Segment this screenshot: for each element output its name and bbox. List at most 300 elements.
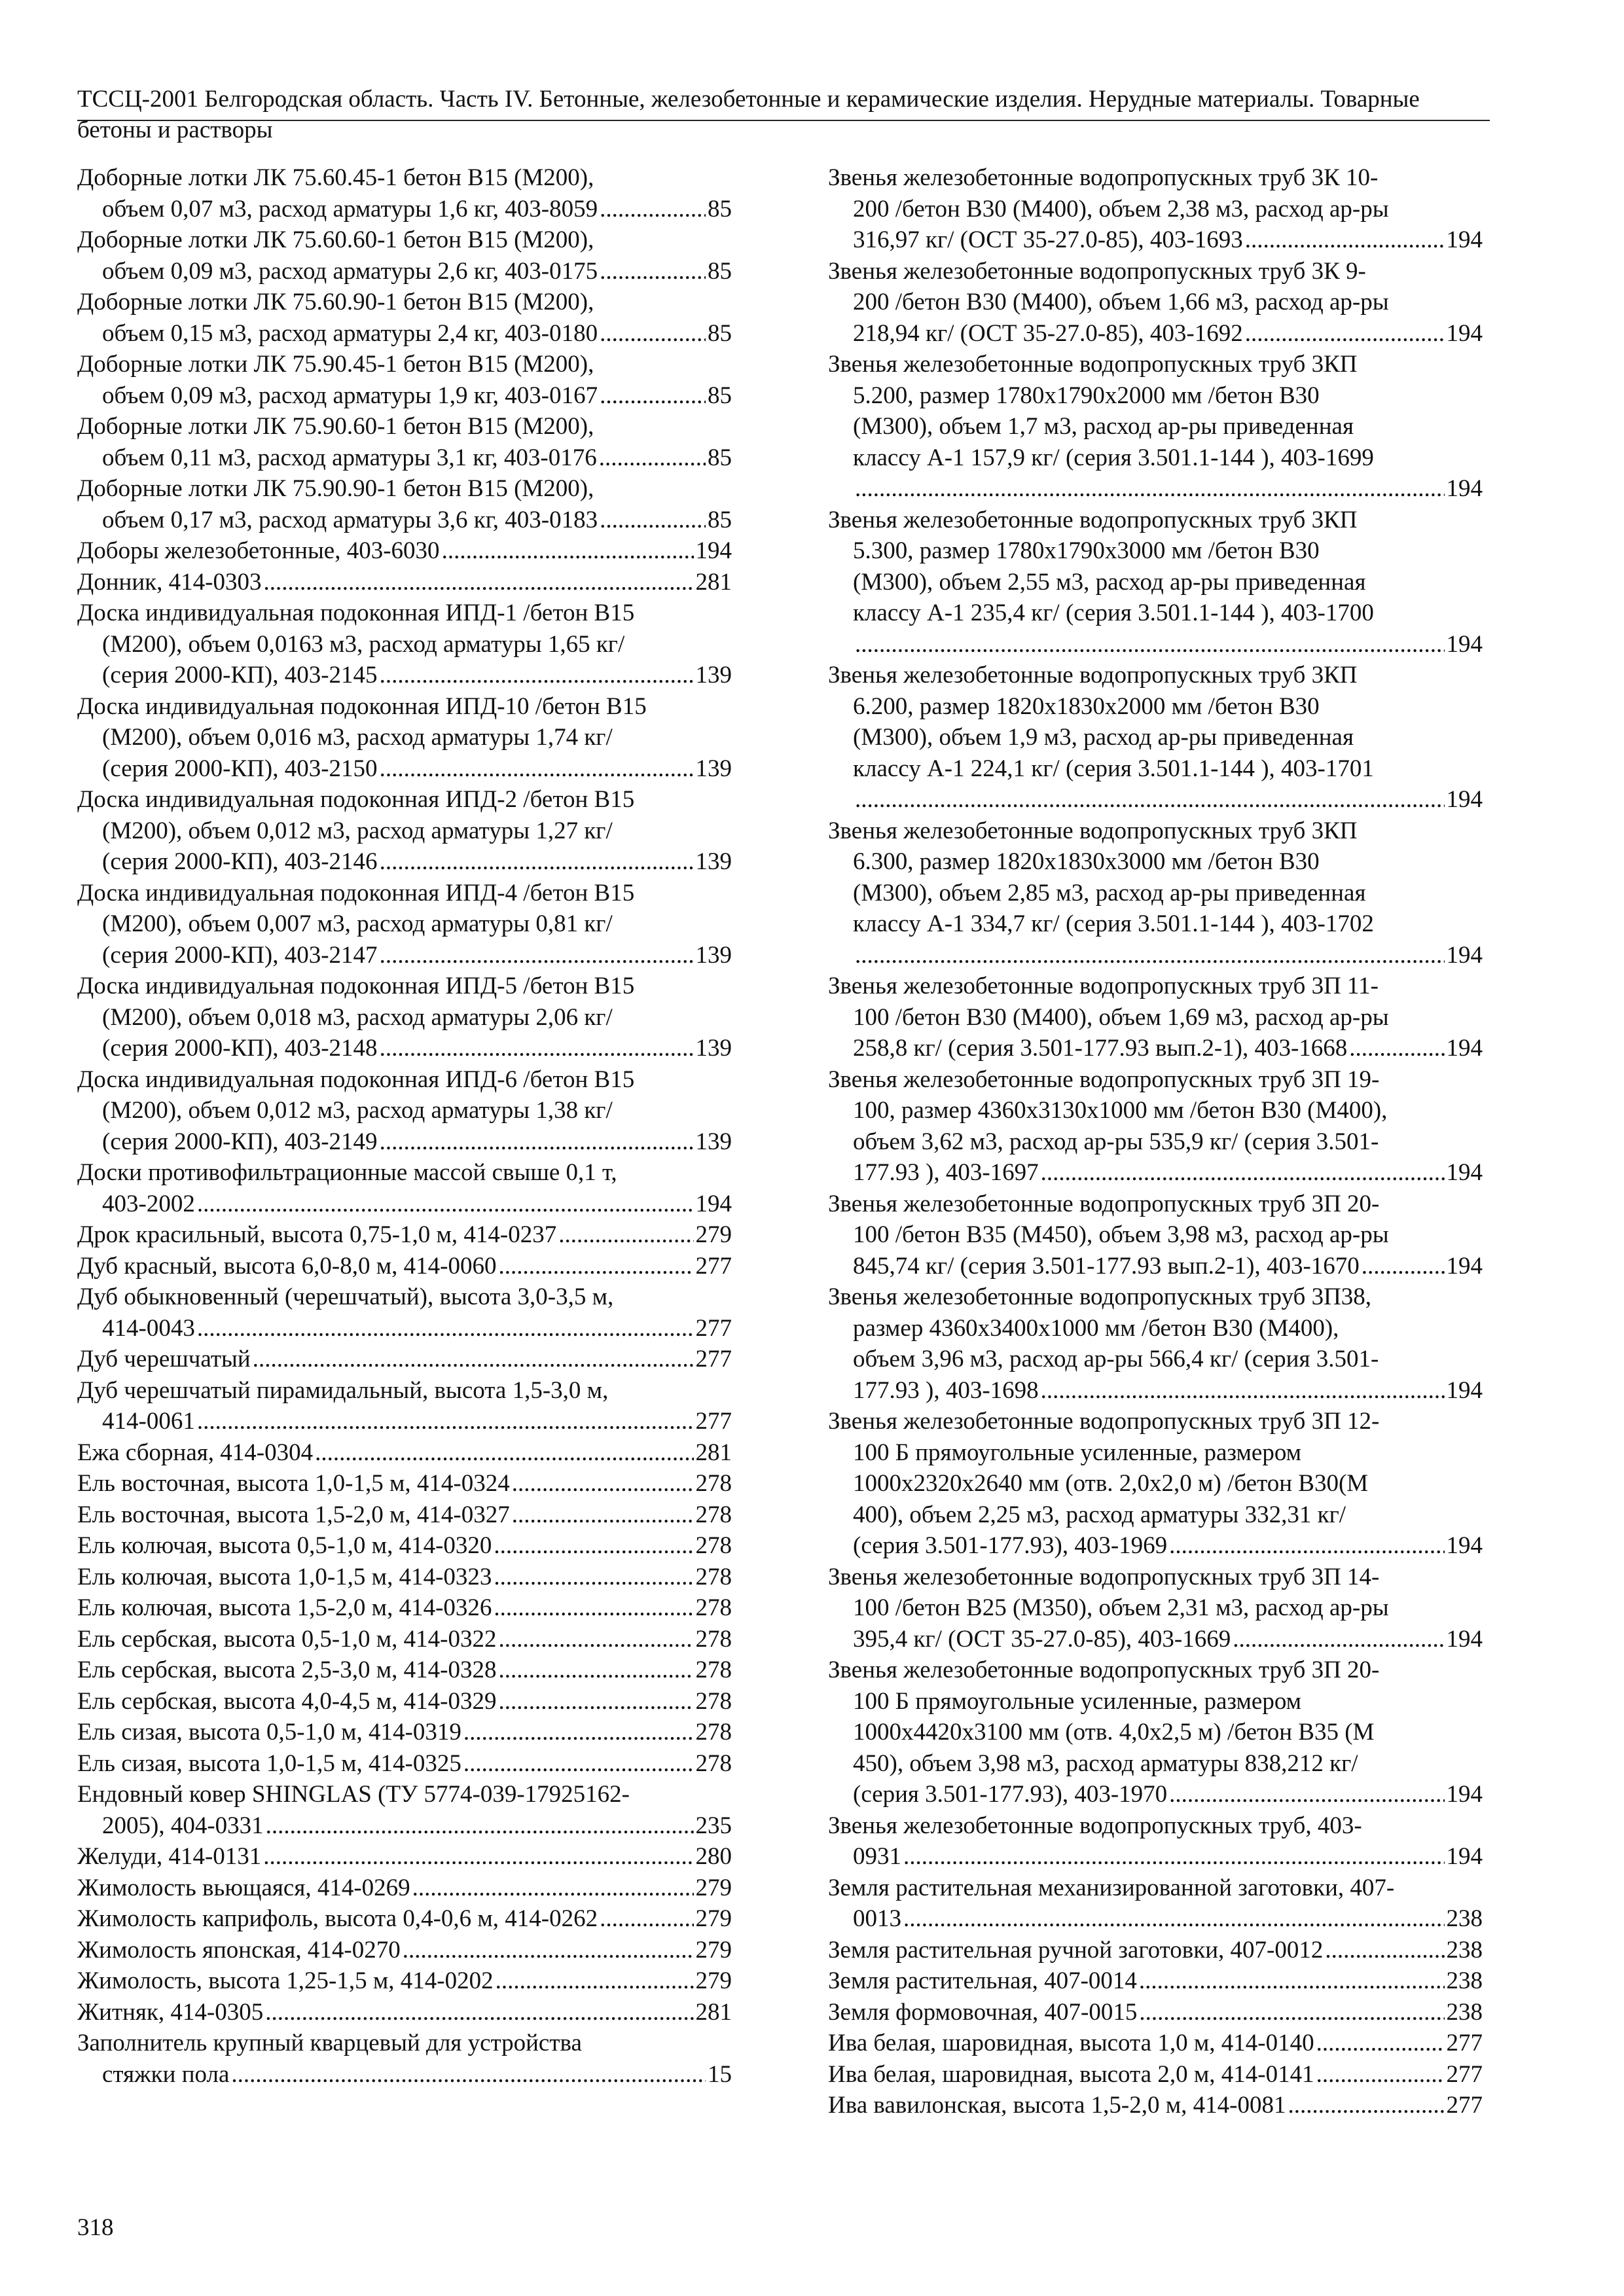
entry-page-number: 278 [695,1719,732,1746]
entry-text: (серия 3.501-177.93), 403-1969 [853,1532,1168,1559]
dot-leader [463,1717,694,1748]
index-entry [77,1655,732,1686]
dot-leader [1245,224,1445,256]
index-entry [828,1562,1483,1655]
index-column-right [828,162,1483,2121]
index-entry [77,1717,732,1748]
entry-page-number: 278 [695,1532,732,1559]
index-entry [828,505,1483,660]
index-entry [77,1903,732,1935]
entry-text: классу А-1 224,1 кг/ (серия 3.501.1-144 ), 403-1701 [853,755,1374,782]
index-entry [77,1530,732,1562]
dot-leader [1169,1530,1444,1562]
entry-page-number: 194 [1446,226,1483,253]
index-entry [828,1873,1483,1935]
index-entry [77,1748,732,1780]
entry-text: (М200), объем 0,016 м3, расход арматуры 1,74 кг/ [102,724,613,751]
entry-text: 845,74 кг/ (серия 3.501-177.93 вып.2-1), 403-1670 [853,1252,1360,1280]
entry-text: (серия 2000-КП), 403-2146 [102,848,378,875]
entry-text: Ель сербская, высота 4,0-4,5 м, 414-0329 [77,1687,497,1715]
index-entry [77,1841,732,1873]
index-entry [828,1189,1483,1282]
page-number: 318 [77,2214,114,2241]
entry-page-number: 278 [695,1625,732,1653]
dot-leader [380,1033,694,1064]
index-entry [77,1219,732,1251]
entry-text: объем 0,17 м3, расход арматуры 3,6 кг, 403-0183 [102,506,598,533]
entry-text: классу А-1 334,7 кг/ (серия 3.501.1-144 ), 403-1702 [853,910,1374,937]
page-header-title: ТССЦ-2001 Белгородская область. Часть IV. Бетонные, железобетонные и керамические изделия. Нерудные материалы. Товарные бетоны и растворы [77,86,1420,143]
dot-leader [197,1313,694,1344]
entry-page-number: 278 [695,1687,732,1715]
entry-text: Ель сизая, высота 0,5-1,0 м, 414-0319 [77,1719,461,1746]
entry-text: (М200), объем 0,012 м3, расход арматуры 1,27 кг/ [102,817,613,844]
entry-text: (М300), объем 1,7 м3, расход ар-ры приведенная [853,413,1354,440]
entry-page-number: 281 [695,1439,732,1466]
entry-text: Доска индивидуальная подоконная ИПД-6 /бетон В15 [77,1066,635,1093]
index-entry [828,349,1483,505]
entry-page-number: 194 [1446,1781,1483,1808]
entry-text: 2005), 404-0331 [102,1812,264,1839]
entry-text: объем 3,96 м3, расход ар-ры 566,4 кг/ (серия 3.501- [853,1346,1379,1372]
index-entry [828,1282,1483,1406]
dot-leader [380,1126,694,1158]
entry-text: Ива белая, шаровидная, высота 1,0 м, 414-0140 [828,2030,1314,2056]
entry-text: Звенья железобетонные водопропускных труб 3КП [828,662,1358,689]
entry-text: Звенья железобетонные водопропускных труб 3П 20- [828,1657,1380,1683]
entry-text: объем 0,09 м3, расход арматуры 2,6 кг, 403-0175 [102,257,598,285]
index-entry [77,1468,732,1499]
index-entry [77,691,732,785]
entry-page-number: 85 [708,319,732,347]
dot-leader [599,442,706,474]
entry-page-number: 278 [695,1594,732,1621]
entry-text: (М200), объем 0,018 м3, расход арматуры 2,06 кг/ [102,1003,613,1031]
entry-page-number: 194 [695,537,732,564]
entry-text: Земля растительная, 407-0014 [828,1967,1137,1994]
dot-leader [600,380,706,412]
entry-page-number: 280 [695,1843,732,1870]
entry-text: 1000х2320х2640 мм (отв. 2,0х2,0 м) /бетон В30(М [853,1470,1369,1497]
entry-text: 5.300, размер 1780х1790х3000 мм /бетон В30 [853,537,1320,564]
entry-text: Доска индивидуальная подоконная ИПД-1 /бетон В15 [77,600,635,626]
entry-text: Звенья железобетонные водопропускных труб 3П38, [828,1283,1372,1310]
dot-leader [412,1873,694,1904]
dot-leader [380,753,694,785]
index-entry [828,971,1483,1064]
dot-leader [197,1406,694,1437]
entry-text: 395,4 кг/ (ОСТ 35-27.0-85), 403-1669 [853,1625,1231,1653]
entry-page-number: 194 [1446,1159,1483,1186]
entry-text: (М300), объем 2,85 м3, расход ар-ры приведенная [853,879,1366,906]
entry-page-number: 139 [695,941,732,969]
index-entry [828,660,1483,816]
entry-text: (серия 3.501-177.93), 403-1970 [853,1781,1168,1808]
entry-text: Донник, 414-0303 [77,568,262,596]
index-entry [77,598,732,691]
index-entry [77,878,732,971]
entry-page-number: 279 [695,1967,732,1994]
entry-page-number: 194 [1446,1376,1483,1404]
dot-leader [263,567,693,598]
dot-leader [1233,1624,1444,1655]
entry-text: классу А-1 235,4 кг/ (серия 3.501.1-144 ), 403-1700 [853,600,1374,626]
entry-page-number: 85 [708,444,732,471]
entry-text: 316,97 кг/ (ОСТ 35-27.0-85), 403-1693 [853,226,1243,253]
entry-text: (серия 2000-КП), 403-2147 [102,941,378,969]
header-divider [77,120,1490,121]
dot-leader [403,1935,694,1966]
dot-leader [265,1997,693,2028]
index-entry [77,473,732,535]
entry-text: Звенья железобетонные водопропускных труб 3К 9- [828,257,1366,285]
index-entry [828,2090,1483,2121]
entry-page-number: 277 [1446,2060,1483,2088]
entry-text: 414-0043 [102,1314,195,1342]
entry-page-number: 194 [1446,1843,1483,1870]
index-entry [77,1375,732,1437]
entry-text: Звенья железобетонные водопропускных труб 3П 11- [828,973,1379,999]
dot-leader [1362,1251,1445,1282]
entry-text: 100 Б прямоугольные усиленные, размером [853,1439,1302,1466]
entry-text: 6.300, размер 1820х1830х3000 мм /бетон В30 [853,848,1320,875]
dot-leader [1041,1157,1445,1189]
entry-page-number: 194 [1446,319,1483,347]
entry-text: Звенья железобетонные водопропускных труб 3КП [828,351,1358,378]
entry-text: Звенья железобетонные водопропускных труб 3П 19- [828,1066,1380,1093]
entry-text: Звенья железобетонные водопропускных труб 3КП [828,506,1358,533]
index-entry [77,1624,732,1655]
entry-text: Жимолость каприфоль, высота 0,4-0,6 м, 414-0262 [77,1905,598,1932]
entry-text: 100 Б прямоугольные усиленные, размером [853,1687,1302,1715]
entry-text: объем 3,62 м3, расход ар-ры 535,9 кг/ (серия 3.501- [853,1128,1379,1155]
entry-text: Ель колючая, высота 1,0-1,5 м, 414-0323 [77,1563,492,1590]
index-entry [77,1064,732,1158]
entry-text: 0013 [853,1905,901,1932]
entry-text: Ель сербская, высота 2,5-3,0 м, 414-0328 [77,1657,497,1683]
index-entry [77,1251,732,1282]
index-entry [77,411,732,473]
entry-text: Жимолость, высота 1,25-1,5 м, 414-0202 [77,1967,494,1994]
entry-text: Дуб черешчатый пирамидальный, высота 1,5-3,0 м, [77,1376,609,1404]
entry-text: Заполнитель крупный кварцевый для устройства [77,2030,582,2056]
dot-leader [380,940,694,971]
dot-leader [903,1841,1445,1873]
entry-page-number: 278 [695,1749,732,1777]
entry-text: Доборные лотки ЛК 75.90.60-1 бетон В15 (М200), [77,413,594,440]
entry-page-number: 278 [695,1501,732,1528]
entry-text: (серия 2000-КП), 403-2145 [102,662,378,689]
dot-leader [600,505,706,536]
index-entry [828,256,1483,350]
entry-page-number: 277 [695,1252,732,1280]
dot-leader [1316,2059,1445,2090]
entry-text: Ель восточная, высота 1,5-2,0 м, 414-0327 [77,1501,510,1528]
entry-page-number: 194 [1446,630,1483,658]
entry-page-number: 139 [695,1128,732,1155]
index-entry [828,1997,1483,2028]
entry-text: Звенья железобетонные водопропускных труб 3К 10- [828,164,1379,191]
entry-text: Ендовный ковер SHINGLAS (ТУ 5774-039-17925162- [77,1781,630,1808]
entry-page-number: 194 [1446,475,1483,502]
dot-leader [231,2059,706,2090]
entry-text: 200 /бетон В30 (М400), объем 2,38 м3, расход ар-ры [853,195,1389,223]
entry-text: Доска индивидуальная подоконная ИПД-10 /бетон В15 [77,692,647,720]
entry-page-number: 194 [1446,1252,1483,1280]
index-entry [77,1997,732,2028]
entry-page-number: 277 [695,1314,732,1342]
index-entry [828,1064,1483,1189]
entry-page-number: 281 [695,568,732,596]
index-entry [828,2028,1483,2059]
entry-text: 400), объем 2,25 м3, расход арматуры 332,31 кг/ [853,1501,1346,1528]
index-entry [77,1686,732,1717]
index-entry [828,2059,1483,2090]
entry-text: Ель колючая, высота 1,5-2,0 м, 414-0326 [77,1594,492,1621]
entry-text: 5.200, размер 1780х1790х2000 мм /бетон В30 [853,382,1320,409]
dot-leader [855,784,1445,816]
entry-text: Доборные лотки ЛК 75.90.45-1 бетон В15 (М200), [77,351,594,378]
index-entry [828,1406,1483,1562]
entry-text: Земля формовочная, 407-0015 [828,1998,1138,2026]
dot-leader [903,1903,1445,1935]
entry-text: 177.93 ), 403-1698 [853,1376,1039,1404]
entry-text: Звенья железобетонные водопропускных труб, 403- [828,1812,1362,1839]
dot-leader [197,1189,694,1220]
index-entry [77,1965,732,1997]
entry-text: Звенья железобетонные водопропускных труб 3П 12- [828,1408,1380,1435]
entry-text: 100 /бетон В35 (М450), объем 3,98 м3, расход ар-ры [853,1221,1389,1248]
dot-leader [600,194,706,225]
entry-text: классу А-1 157,9 кг/ (серия 3.501.1-144 ), 403-1699 [853,444,1374,471]
entry-page-number: 279 [695,1221,732,1248]
entry-page-number: 139 [695,1035,732,1062]
index-entry [77,2028,732,2090]
entry-text: Дуб красный, высота 6,0-8,0 м, 414-0060 [77,1252,497,1280]
entry-text: (М300), объем 2,55 м3, расход ар-ры приведенная [853,568,1366,596]
entry-page-number: 278 [695,1657,732,1683]
entry-text: Ель сизая, высота 1,0-1,5 м, 414-0325 [77,1749,461,1777]
dot-leader [558,1219,693,1251]
entry-text: 100 /бетон В25 (М350), объем 2,31 м3, расход ар-ры [853,1594,1389,1621]
index-entry [77,1779,732,1841]
entry-text: (серия 2000-КП), 403-2150 [102,755,378,782]
entry-text: 258,8 кг/ (серия 3.501-177.93 вып.2-1), 403-1668 [853,1035,1348,1062]
dot-leader [855,473,1445,505]
entry-page-number: 194 [1446,1625,1483,1653]
dot-leader [266,1810,694,1842]
dot-leader [600,1903,693,1935]
index-entry [77,784,732,878]
index-entry [77,971,732,1064]
entry-page-number: 238 [1446,1905,1483,1932]
entry-text: (М200), объем 0,012 м3, расход арматуры 1,38 кг/ [102,1097,613,1124]
entry-page-number: 238 [1446,1936,1483,1964]
entry-text: Ель восточная, высота 1,0-1,5 м, 414-0324 [77,1470,510,1497]
index-entry [828,1655,1483,1810]
dot-leader [315,1437,693,1469]
entry-text: Житняк, 414-0305 [77,1998,264,2026]
entry-page-number: 238 [1446,1967,1483,1994]
index-entry [828,1810,1483,1873]
entry-text: Ель сербская, высота 0,5-1,0 м, 414-0322 [77,1625,497,1653]
dot-leader [512,1499,694,1531]
entry-text: Жимолость вьющаяся, 414-0269 [77,1874,410,1901]
entry-page-number: 277 [1446,2092,1483,2119]
index-entry [828,1935,1483,1966]
dot-leader [496,1965,694,1997]
entry-text: (М300), объем 1,9 м3, расход ар-ры приведенная [853,724,1354,751]
entry-page-number: 194 [695,1190,732,1217]
entry-page-number: 85 [708,195,732,223]
entry-text: объем 0,11 м3, расход арматуры 3,1 кг, 403-0176 [102,444,597,471]
entry-text: Земля растительная механизированной заготовки, 407- [828,1874,1395,1901]
entry-text: (М200), объем 0,007 м3, расход арматуры 0,81 кг/ [102,910,613,937]
entry-page-number: 194 [1446,1035,1483,1062]
dot-leader [1139,1997,1444,2028]
entry-text: Ива вавилонская, высота 1,5-2,0 м, 414-0081 [828,2092,1286,2119]
dot-leader [1245,318,1445,350]
entry-page-number: 139 [695,662,732,689]
entry-text: объем 0,15 м3, расход арматуры 2,4 кг, 403-0180 [102,319,598,347]
entry-text: Доска индивидуальная подоконная ИПД-2 /бетон В15 [77,786,635,813]
index-entry [77,1873,732,1904]
entry-page-number: 235 [695,1812,732,1839]
dot-leader [855,629,1445,660]
index-entry [77,1499,732,1531]
entry-text: 200 /бетон В30 (М400), объем 1,66 м3, расход ар-ры [853,289,1389,315]
dot-leader [855,940,1445,971]
entry-text: Звенья железобетонные водопропускных труб 3КП [828,817,1358,844]
entry-text: 100 /бетон В30 (М400), объем 1,69 м3, расход ар-ры [853,1003,1389,1031]
entry-text: объем 0,09 м3, расход арматуры 1,9 кг, 403-0167 [102,382,598,409]
entry-text: Дуб обыкновенный (черешчатый), высота 3,0-3,5 м, [77,1283,614,1310]
entry-text: Доборные лотки ЛК 75.60.45-1 бетон В15 (М200), [77,164,594,191]
index-entry [828,816,1483,971]
entry-text: Доски противофильтрационные массой свыше 0,1 т, [77,1159,617,1186]
entry-page-number: 277 [695,1408,732,1435]
entry-text: (серия 2000-КП), 403-2149 [102,1128,378,1155]
entry-text: 1000х4420х3100 мм (отв. 4,0х2,5 м) /бетон В35 (М [853,1719,1375,1746]
entry-text: стяжки пола [102,2060,230,2088]
entry-text: (серия 2000-КП), 403-2148 [102,1035,378,1062]
entry-text: Жимолость японская, 414-0270 [77,1936,401,1964]
entry-text: Доборы железобетонные, 403-6030 [77,537,440,564]
index-entry [77,1344,732,1375]
index-column-left [77,162,732,2090]
index-entry [77,162,732,224]
entry-page-number: 279 [695,1936,732,1964]
dot-leader [494,1562,693,1593]
entry-text: Звенья железобетонные водопропускных труб 3П 20- [828,1190,1380,1217]
index-entry [77,1935,732,1966]
dot-leader [1288,2090,1444,2121]
dot-leader [498,1624,693,1655]
index-entry [77,1157,732,1219]
entry-page-number: 85 [708,257,732,285]
entry-page-number: 279 [695,1905,732,1932]
entry-text: Желуди, 414-0131 [77,1843,262,1870]
entry-text: Доска индивидуальная подоконная ИПД-5 /бетон В15 [77,973,635,999]
entry-page-number: 279 [695,1874,732,1901]
entry-text: 6.200, размер 1820х1830х2000 мм /бетон В30 [853,692,1320,720]
entry-text: Ель колючая, высота 0,5-1,0 м, 414-0320 [77,1532,492,1559]
dot-leader [498,1655,693,1686]
entry-page-number: 194 [1446,941,1483,969]
entry-text: Доборные лотки ЛК 75.60.60-1 бетон В15 (М200), [77,226,594,253]
entry-text: Дрок красильный, высота 0,75-1,0 м, 414-0237 [77,1221,557,1248]
entry-text: Дуб черешчатый [77,1346,251,1372]
dot-leader [600,256,706,287]
dot-leader [498,1251,693,1282]
index-entry [77,224,732,287]
index-entry [77,1562,732,1593]
entry-text: (М200), объем 0,0163 м3, расход арматуры 1,65 кг/ [102,630,625,658]
entry-page-number: 85 [708,382,732,409]
index-entry [77,287,732,349]
entry-page-number: 278 [695,1470,732,1497]
dot-leader [498,1686,693,1717]
dot-leader [253,1344,694,1375]
entry-text: 450), объем 3,98 м3, расход арматуры 838,212 кг/ [853,1749,1358,1777]
dot-leader [494,1592,693,1624]
index-entry [77,1282,732,1344]
index-entry [77,1592,732,1624]
entry-text: Звенья железобетонные водопропускных труб 3П 14- [828,1563,1380,1590]
dot-leader [1349,1033,1444,1064]
entry-page-number: 139 [695,848,732,875]
index-entry [77,535,732,567]
dot-leader [380,846,694,878]
dot-leader [1316,2028,1445,2059]
dot-leader [442,535,694,567]
index-entry [828,162,1483,256]
dot-leader [1139,1965,1445,1997]
entry-page-number: 139 [695,755,732,782]
entry-text: 403-2002 [102,1190,195,1217]
entry-page-number: 194 [1446,786,1483,813]
dot-leader [380,660,694,691]
entry-text: размер 4360х3400х1000 мм /бетон В30 (М400), [853,1314,1339,1342]
index-entry [77,349,732,411]
dot-leader [263,1841,693,1873]
dot-leader [1325,1935,1444,1966]
entry-text: Ива белая, шаровидная, высота 2,0 м, 414-0141 [828,2060,1314,2088]
entry-page-number: 194 [1446,1532,1483,1559]
dot-leader [463,1748,694,1780]
index-entry [828,1965,1483,1997]
entry-page-number: 277 [1446,2030,1483,2056]
entry-text: Доборные лотки ЛК 75.90.90-1 бетон В15 (М200), [77,475,594,502]
entry-text: 414-0061 [102,1408,195,1435]
entry-page-number: 277 [695,1346,732,1372]
entry-text: 218,94 кг/ (ОСТ 35-27.0-85), 403-1692 [853,319,1243,347]
dot-leader [600,318,706,350]
entry-text: объем 0,07 м3, расход арматуры 1,6 кг, 403-8059 [102,195,598,223]
entry-text: 100, размер 4360х3130х1000 мм /бетон В30 (М400), [853,1097,1388,1124]
entry-page-number: 15 [708,2060,732,2088]
index-entry [77,567,732,598]
entry-text: 0931 [853,1843,901,1870]
entry-page-number: 238 [1446,1998,1483,2026]
entry-text: Земля растительная ручной заготовки, 407-0012 [828,1936,1324,1964]
entry-text: Доска индивидуальная подоконная ИПД-4 /бетон В15 [77,879,635,906]
dot-leader [512,1468,694,1499]
entry-text: Доборные лотки ЛК 75.60.90-1 бетон В15 (М200), [77,289,594,315]
dot-leader [494,1530,693,1562]
entry-text: Ежа сборная, 414-0304 [77,1439,314,1466]
dot-leader [1169,1779,1444,1810]
